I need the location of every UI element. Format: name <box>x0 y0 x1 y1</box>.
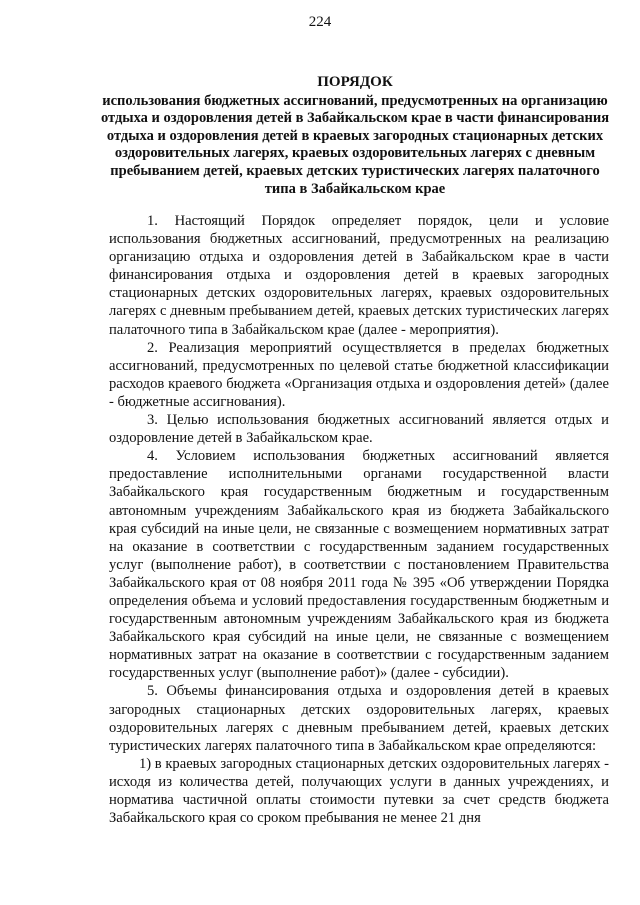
paragraph-2: 2. Реализация мероприятий осуществляется в пределах бюджетных ассигнований, предусмотренных по целевой статье бюджетной классификации расходов краевого бюджета «Организация отдыха и оздоровления детей» (далее - бюджетные ассигнования). <box>109 339 609 410</box>
paragraph-5: 5. Объемы финансирования отдыха и оздоровления детей в краевых загородных стационарных детских оздоровительных лагерях, краевых оздоровительных лагерях с дневным пребыванием детей, краевых детских туристических лагерях палаточного типа в Забайкальском крае определяются: <box>109 683 609 754</box>
document-subtitle: использования бюджетных ассигнований, предусмотренных на организацию отдыха и оздоровления детей в Забайкальском крае в части финансирования отдыха и оздоровления детей в краевых загородных стационарных детских оздоровительных лагерях, краевых оздоровительных лагерях с дневным пребыванием детей, краевых детских туристических лагерях палаточного типа в Забайкальском крае <box>100 92 610 197</box>
page-number: 224 <box>308 14 332 30</box>
document-heading <box>100 74 610 198</box>
document-title: ПОРЯДОК <box>317 74 393 90</box>
document-body <box>109 212 609 827</box>
paragraph-3: 3. Целью использования бюджетных ассигнований является отдых и оздоровление детей в Забайкальском крае. <box>109 412 609 447</box>
paragraph-4: 4. Условием использования бюджетных ассигнований является предоставление исполнительными органами государственной власти Забайкальского края государственным бюджетным и государственным автономным учреждениям Забайкальского края из бюджета Забайкальского края субсидий на иные цели, не связанные с возмещением нормативных затрат на оказание в соответствии с государственным заданием государственных услуг (выполнение работ), в соответствии с постановлением Правительства Забайкальского края от 08 ноября 2011 года № 395 «Об утверждении Порядка определения объема и условий предоставления государственным бюджетным и государственным автономным учреждениям Забайкальского края из бюджета Забайкальского края субсидий на иные цели, не связанные с возмещением нормативных затрат на оказание в соответствии с государственным заданием государственных услуг (выполнение работ)» (далее - субсидии). <box>109 448 609 682</box>
paragraph-1: 1. Настоящий Порядок определяет порядок, цели и условие использования бюджетных ассигнований, предусмотренных на реализацию организацию отдыха и оздоровления детей в Забайкальском крае в части финансирования отдыха и оздоровления детей в краевых загородных стационарных детских оздоровительных лагерях, краевых оздоровительных лагерях с дневным пребыванием детей, краевых детских туристических лагерях палаточного типа в Забайкальском крае (далее - мероприятия). <box>109 213 609 338</box>
subitem-1: 1) в краевых загородных стационарных детских оздоровительных лагерях - исходя из количества детей, получающих услуги в данных учреждениях, и норматива частичной оплаты стоимости путевки за счет средств бюджета Забайкальского края со сроком пребывания не менее 21 дня <box>109 755 610 827</box>
